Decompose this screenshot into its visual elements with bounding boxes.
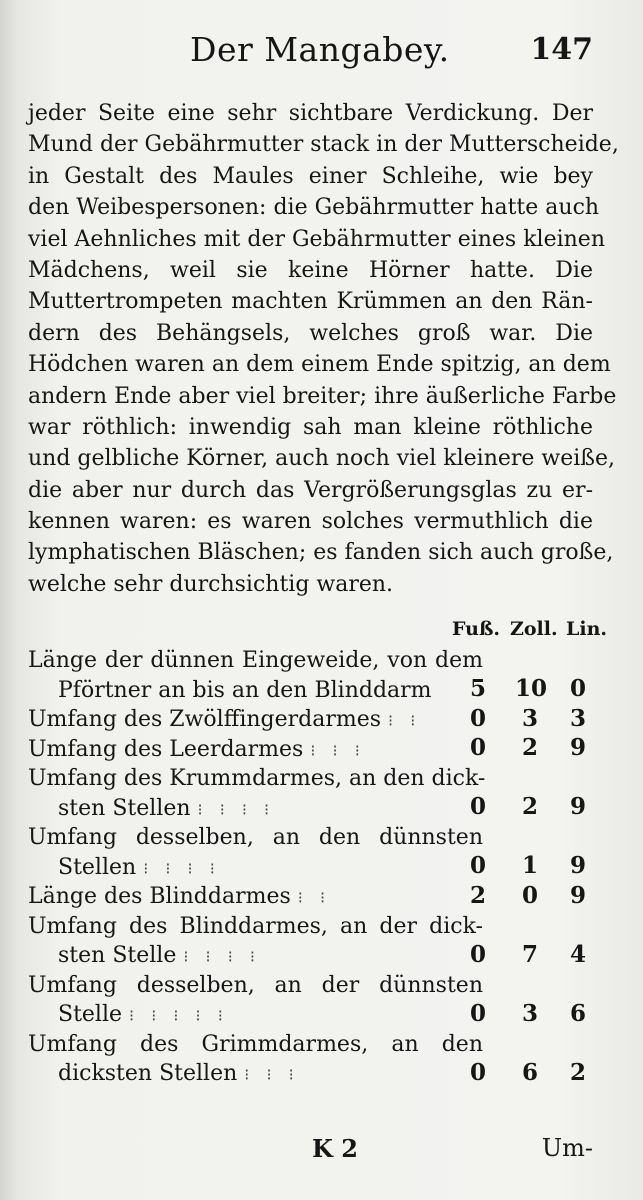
value-zoll: 2 bbox=[521, 793, 538, 820]
value-zoll: 1 bbox=[521, 852, 538, 879]
table-column-headers bbox=[28, 612, 608, 646]
value-lin: 3 bbox=[569, 704, 586, 732]
value-fuss: 5 bbox=[469, 675, 486, 702]
row-label: Umfang desselben, an der dünnsten bbox=[28, 972, 483, 998]
row-values bbox=[453, 734, 593, 762]
row-label-text: Umfang des Leerdarmes bbox=[28, 736, 304, 762]
row-label-text: sten Stelle bbox=[58, 943, 177, 968]
value-fuss: 0 bbox=[469, 852, 486, 879]
table-row bbox=[28, 705, 593, 735]
column-header-fuss: Fuß. bbox=[452, 618, 501, 640]
text-line: viel Aehnliches mit der Gebährmutter eines kleinen bbox=[28, 226, 605, 252]
row-label-text: Länge des Blinddarmes bbox=[28, 884, 291, 909]
text-line: Mund der Gebährmutter stack in der Mutterscheide, bbox=[28, 132, 619, 158]
value-zoll: 10 bbox=[515, 675, 548, 702]
text-line: den Weibespersonen: die Gebährmutter hatte auch bbox=[28, 195, 600, 221]
text-line: und gelbliche Körner, auch noch viel kleinere weiße, bbox=[28, 446, 616, 472]
text-line: jeder Seite eine sehr sichtbare Verdickung. Der bbox=[28, 101, 593, 126]
table-row bbox=[28, 764, 593, 823]
row-values bbox=[453, 882, 593, 910]
value-fuss: 0 bbox=[469, 940, 486, 968]
value-lin: 9 bbox=[569, 734, 586, 761]
value-lin: 9 bbox=[569, 852, 586, 879]
leader-dots: ⁝ ⁝ ⁝ ⁝ bbox=[197, 799, 276, 819]
text-line: in Gestalt des Maules einer Schleihe, wie bey bbox=[28, 163, 593, 189]
row-values bbox=[453, 793, 593, 821]
row-label: Umfang des Grimmdarmes, an den bbox=[28, 1031, 483, 1057]
leader-dots: ⁝ ⁝ ⁝ ⁝ bbox=[183, 947, 261, 966]
table-row bbox=[28, 1030, 593, 1089]
leader-dots: ⁝ ⁝ ⁝ ⁝ bbox=[143, 858, 221, 878]
text-line: Mädchens, weil sie keine Hörner hatte. Die bbox=[28, 257, 593, 283]
leader-dots: ⁝ ⁝ ⁝ bbox=[310, 740, 366, 760]
text-line: welche sehr durchsichtig waren. bbox=[28, 571, 394, 597]
leader-dots: ⁝ ⁝ bbox=[297, 888, 332, 907]
value-zoll: 0 bbox=[521, 881, 538, 909]
table-row bbox=[28, 912, 593, 971]
body-paragraph bbox=[28, 98, 619, 600]
value-fuss: 2 bbox=[469, 881, 486, 909]
running-title: Der Mangabey. bbox=[190, 30, 450, 69]
leader-dots: ⁝ ⁝ ⁝ bbox=[244, 1065, 300, 1084]
table-row bbox=[28, 971, 593, 1030]
page-number: 147 bbox=[530, 32, 593, 67]
value-lin: 9 bbox=[569, 881, 586, 909]
table-row bbox=[28, 823, 593, 882]
text-line: Hödchen waren an dem einem Ende spitzig, an dem bbox=[28, 352, 611, 378]
text-line: die aber nur durch das Vergrößerungsglas zu er- bbox=[28, 477, 593, 503]
row-label: Pförtner an bis an den Blinddarm bbox=[58, 677, 432, 703]
value-zoll: 6 bbox=[521, 1058, 538, 1086]
value-lin: 4 bbox=[569, 940, 586, 968]
row-label-text: dicksten Stellen bbox=[58, 1061, 238, 1086]
value-zoll: 7 bbox=[521, 940, 538, 968]
text-line: kennen waren: es waren solches vermuthlich die bbox=[28, 509, 593, 535]
column-header-lin: Lin. bbox=[566, 618, 608, 640]
text-line: war röthlich: inwendig sah man kleine röthliche bbox=[28, 414, 593, 440]
row-label-text: sten Stellen bbox=[58, 795, 191, 821]
row-values bbox=[453, 941, 593, 969]
row-label-text: Umfang des Zwölffingerdarmes bbox=[28, 707, 382, 732]
column-header-zoll: Zoll. bbox=[510, 618, 558, 640]
page-footer bbox=[0, 1130, 643, 1170]
measurement-table bbox=[28, 612, 608, 1089]
value-fuss: 0 bbox=[469, 1058, 486, 1086]
table-row bbox=[28, 735, 593, 765]
row-values bbox=[453, 675, 593, 703]
row-label: Länge der dünnen Eingeweide, von dem bbox=[28, 648, 483, 673]
value-fuss: 0 bbox=[469, 734, 486, 761]
text-line: dern des Behängsels, welches groß war. Die bbox=[28, 320, 593, 346]
text-line: Muttertrompeten machten Krümmen an den Rän- bbox=[28, 289, 593, 315]
row-values bbox=[453, 705, 593, 733]
row-label: Umfang desselben, an den dünnsten bbox=[28, 825, 483, 850]
text-line: lymphatischen Bläschen; es fanden sich auch große, bbox=[28, 540, 614, 566]
value-lin: 0 bbox=[569, 675, 586, 702]
table-row bbox=[28, 882, 593, 912]
value-fuss: 0 bbox=[469, 793, 486, 820]
leader-dots: ⁝ ⁝ ⁝ ⁝ ⁝ bbox=[129, 1006, 229, 1025]
value-zoll: 3 bbox=[521, 704, 538, 732]
value-fuss: 0 bbox=[469, 999, 486, 1027]
row-values bbox=[453, 1059, 593, 1087]
table-row bbox=[28, 646, 593, 705]
page-header bbox=[0, 26, 643, 76]
value-zoll: 3 bbox=[521, 999, 538, 1027]
value-fuss: 0 bbox=[469, 704, 486, 732]
text-line: andern Ende aber viel breiter; ihre äußerliche Farbe bbox=[28, 383, 617, 409]
value-lin: 9 bbox=[569, 793, 586, 820]
catchword: Um- bbox=[541, 1134, 593, 1162]
row-label-text: Stellen bbox=[58, 854, 137, 880]
signature-mark: K 2 bbox=[312, 1134, 358, 1163]
row-label: Umfang des Blinddarmes, an der dick- bbox=[28, 913, 483, 939]
value-zoll: 2 bbox=[521, 734, 538, 761]
leader-dots: ⁝ ⁝ bbox=[388, 711, 422, 730]
value-lin: 2 bbox=[569, 1058, 586, 1086]
row-label: Umfang des Krummdarmes, an den dick- bbox=[28, 766, 486, 791]
value-lin: 6 bbox=[569, 999, 586, 1027]
row-label-text: Stelle bbox=[58, 1002, 123, 1027]
row-values bbox=[453, 1000, 593, 1028]
row-values bbox=[453, 852, 593, 880]
